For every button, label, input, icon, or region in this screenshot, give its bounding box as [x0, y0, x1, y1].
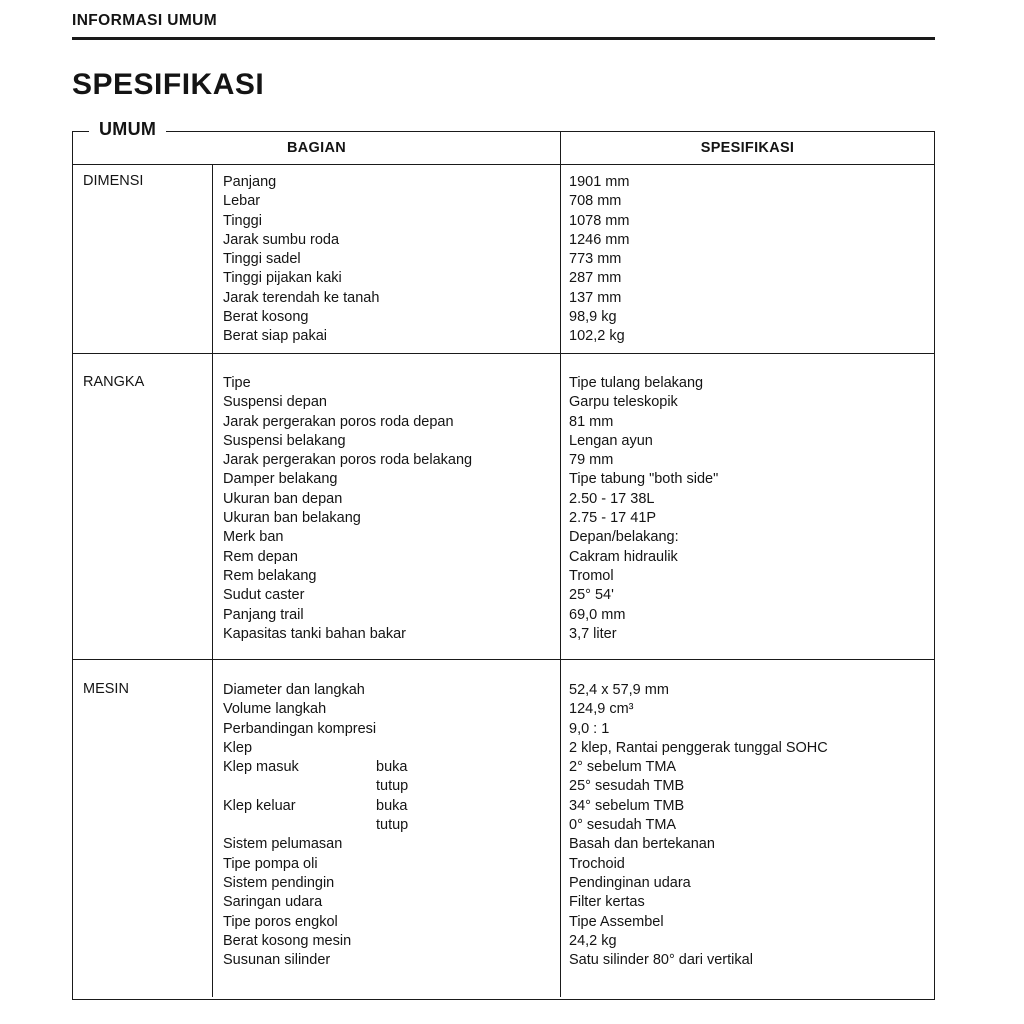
- spec-value: Lengan ayun: [569, 432, 653, 449]
- spec-value: 34° sebelum TMB: [569, 797, 685, 814]
- item-label: Klep masuk: [223, 759, 299, 776]
- item-label: Tipe poros engkol: [223, 913, 338, 930]
- spec-line: [569, 393, 928, 412]
- spec-line: [569, 308, 928, 327]
- specs-cell: [561, 354, 934, 659]
- spec-line: [569, 932, 928, 951]
- item-line: [223, 835, 554, 854]
- item-line: [223, 490, 554, 509]
- column-header-spesifikasi: SPESIFIKASI: [700, 140, 795, 156]
- section-label-umum: UMUM: [89, 119, 166, 140]
- item-label: Ukuran ban belakang: [223, 510, 361, 527]
- spec-line: [569, 720, 928, 739]
- spec-line: [569, 509, 928, 528]
- spec-value: 25° sesudah TMB: [569, 778, 685, 795]
- spec-value: 1078 mm: [569, 212, 630, 229]
- spec-line: [569, 192, 928, 211]
- item-label: Kapasitas tanki bahan bakar: [223, 625, 406, 642]
- spec-line: [569, 625, 928, 644]
- item-label: Jarak pergerakan poros roda belakang: [223, 452, 473, 469]
- spec-value: 24,2 kg: [569, 932, 617, 949]
- spec-line: [569, 470, 928, 489]
- item-line: [223, 173, 554, 192]
- spec-value: 3,7 liter: [569, 625, 617, 642]
- spec-value: 0° sesudah TMA: [569, 817, 677, 834]
- item-label: Sistem pelumasan: [223, 836, 343, 853]
- item-line: [223, 548, 554, 567]
- item-label: Tipe pompa oli: [223, 855, 318, 872]
- item-line: [223, 432, 554, 451]
- spec-value: 2° sebelum TMA: [569, 759, 677, 776]
- spec-table-box: [72, 119, 935, 1000]
- spec-line: [569, 528, 928, 547]
- item-label: Klep keluar: [223, 797, 296, 814]
- page-title: SPESIFIKASI: [72, 68, 265, 101]
- spec-value: 287 mm: [569, 270, 622, 287]
- item-label: Tinggi pijakan kaki: [223, 270, 342, 287]
- spec-line: [569, 606, 928, 625]
- spec-value: Tipe Assembel: [569, 913, 664, 930]
- item-label: Damper belakang: [223, 471, 338, 488]
- valve-timing-label: tutup: [376, 778, 409, 795]
- spec-line: [569, 816, 928, 835]
- spec-line: [569, 855, 928, 874]
- spec-line: [569, 490, 928, 509]
- category-cell: RANGKA: [73, 354, 213, 659]
- spec-value: 52,4 x 57,9 mm: [569, 682, 669, 698]
- item-line: [223, 951, 554, 970]
- spec-value: 1901 mm: [569, 174, 630, 190]
- spec-value: Tipe tulang belakang: [569, 375, 704, 391]
- item-label: Rem depan: [223, 548, 298, 565]
- item-label: Sudut caster: [223, 587, 305, 604]
- item-label: Ukuran ban depan: [223, 490, 343, 507]
- spec-line: [569, 327, 928, 346]
- item-line: [223, 451, 554, 470]
- item-line: [223, 250, 554, 269]
- category-cell: MESIN: [73, 660, 213, 997]
- item-line: [223, 855, 554, 874]
- spec-value: 1246 mm: [569, 231, 630, 248]
- spec-line: [569, 777, 928, 796]
- item-label: Susunan silinder: [223, 952, 331, 969]
- item-label: Berat kosong mesin: [223, 932, 352, 949]
- item-line: [223, 308, 554, 327]
- spec-line: [569, 269, 928, 288]
- valve-timing-label: buka: [376, 797, 408, 814]
- valve-timing-label: tutup: [376, 817, 409, 834]
- item-label: Panjang: [223, 174, 277, 190]
- item-line: [223, 470, 554, 489]
- item-line: [223, 192, 554, 211]
- spec-line: [569, 374, 928, 393]
- spec-value: Trochoid: [569, 855, 625, 872]
- category-cell: DIMENSI: [73, 165, 213, 353]
- spec-value: 69,0 mm: [569, 606, 626, 623]
- spec-value: Tromol: [569, 567, 614, 584]
- item-line: [223, 739, 554, 758]
- spec-line: [569, 548, 928, 567]
- spec-value: 2.75 - 17 41P: [569, 510, 657, 527]
- spec-value: 9,0 : 1: [569, 720, 610, 737]
- spec-line: [569, 893, 928, 912]
- item-line: [223, 269, 554, 288]
- spec-line: [569, 231, 928, 250]
- item-line: [223, 374, 554, 393]
- spec-section-rangka: [73, 353, 934, 659]
- header-title: INFORMASI UMUM: [72, 12, 218, 29]
- spec-section-mesin: [73, 659, 934, 997]
- items-cell: [213, 165, 561, 353]
- spec-value: Garpu teleskopik: [569, 394, 678, 411]
- spec-line: [569, 739, 928, 758]
- item-label: Sistem pendingin: [223, 874, 335, 891]
- spec-value: 137 mm: [569, 289, 622, 306]
- item-label: Volume langkah: [223, 701, 327, 718]
- item-line: [223, 509, 554, 528]
- item-line: [223, 758, 554, 777]
- spec-value: 708 mm: [569, 193, 622, 210]
- spec-line: [569, 173, 928, 192]
- spec-value: Filter kertas: [569, 894, 645, 911]
- item-label: Berat kosong: [223, 309, 309, 326]
- item-line: [223, 327, 554, 346]
- spec-line: [569, 835, 928, 854]
- spec-value: 81 mm: [569, 413, 614, 430]
- item-line: [223, 586, 554, 605]
- item-label: Tipe: [223, 375, 251, 391]
- item-line: [223, 932, 554, 951]
- item-line: [223, 681, 554, 700]
- item-label: Suspensi depan: [223, 394, 327, 411]
- spec-line: [569, 413, 928, 432]
- spec-value: 2.50 - 17 38L: [569, 490, 655, 507]
- spec-line: [569, 212, 928, 231]
- spec-value: Basah dan bertekanan: [569, 836, 715, 853]
- spec-value: 2 klep, Rantai penggerak tunggal SOHC: [569, 739, 828, 756]
- spec-line: [569, 758, 928, 777]
- spec-value: 773 mm: [569, 251, 622, 268]
- item-line: [223, 625, 554, 644]
- item-label: Merk ban: [223, 529, 284, 546]
- item-line: [223, 606, 554, 625]
- item-label: Suspensi belakang: [223, 432, 346, 449]
- item-line: [223, 393, 554, 412]
- item-line: [223, 413, 554, 432]
- spec-line: [569, 289, 928, 308]
- item-line: [223, 797, 554, 816]
- spec-line: [569, 250, 928, 269]
- spec-value: Depan/belakang:: [569, 529, 679, 546]
- spec-line: [569, 913, 928, 932]
- item-label: Lebar: [223, 193, 261, 210]
- item-line: [223, 212, 554, 231]
- spec-line: [569, 567, 928, 586]
- spec-value: Cakram hidraulik: [569, 548, 678, 565]
- item-label: Saringan udara: [223, 894, 323, 911]
- item-line: [223, 777, 554, 796]
- item-label: Diameter dan langkah: [223, 682, 365, 698]
- item-label: Klep: [223, 739, 253, 756]
- page-header: [72, 12, 935, 40]
- item-label: Panjang trail: [223, 606, 304, 623]
- items-cell: [213, 660, 561, 997]
- spec-line: [569, 681, 928, 700]
- item-line: [223, 874, 554, 893]
- spec-value: 102,2 kg: [569, 328, 625, 345]
- spec-value: Tipe tabung "both side": [569, 471, 719, 488]
- item-label: Rem belakang: [223, 567, 317, 584]
- spec-line: [569, 874, 928, 893]
- specs-cell: [561, 660, 934, 997]
- item-label: Jarak pergerakan poros roda depan: [223, 413, 454, 430]
- item-line: [223, 289, 554, 308]
- spec-value: Pendinginan udara: [569, 874, 691, 891]
- item-line: [223, 893, 554, 912]
- spec-value: 79 mm: [569, 452, 614, 469]
- spec-section-dimensi: [73, 165, 934, 353]
- specs-cell: [561, 165, 934, 353]
- item-label: Jarak sumbu roda: [223, 231, 340, 248]
- item-line: [223, 700, 554, 719]
- item-label: Tinggi: [223, 212, 262, 229]
- item-line: [223, 567, 554, 586]
- spec-value: 124,9 cm³: [569, 701, 634, 718]
- spec-value: 25° 54': [569, 587, 614, 604]
- items-cell: [213, 354, 561, 659]
- spec-value: Satu silinder 80° dari vertikal: [569, 952, 753, 969]
- spec-line: [569, 586, 928, 605]
- table-header-row: [73, 132, 934, 165]
- item-label: Berat siap pakai: [223, 328, 327, 345]
- item-label: Jarak terendah ke tanah: [223, 289, 380, 306]
- spec-line: [569, 432, 928, 451]
- spec-value: 98,9 kg: [569, 309, 617, 326]
- spec-line: [569, 797, 928, 816]
- spec-line: [569, 951, 928, 970]
- table-body: [73, 165, 934, 997]
- spec-line: [569, 451, 928, 470]
- item-line: [223, 528, 554, 547]
- item-label: Perbandingan kompresi: [223, 720, 377, 737]
- item-line: [223, 816, 554, 835]
- item-line: [223, 913, 554, 932]
- item-line: [223, 231, 554, 250]
- item-label: Tinggi sadel: [223, 251, 301, 268]
- item-line: [223, 720, 554, 739]
- spec-line: [569, 700, 928, 719]
- column-header-bagian: BAGIAN: [73, 132, 561, 164]
- valve-timing-label: buka: [376, 759, 408, 776]
